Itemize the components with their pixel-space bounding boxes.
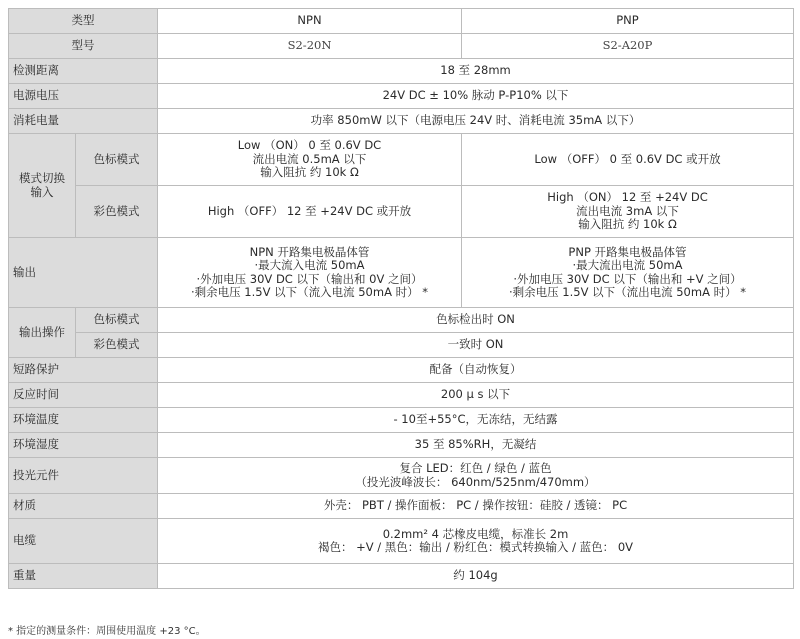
row-emitter [9, 458, 794, 494]
value-material: 外壳： PBT / 操作面板： PC / 操作按钮：硅胶 / 透镜： PC [158, 494, 794, 519]
row-distance [9, 59, 794, 84]
row-material [9, 494, 794, 519]
mode-input-mark-pnp: Low （OFF） 0 至 0.6V DC 或开放 [462, 134, 794, 186]
row-humidity [9, 433, 794, 458]
mode-input-mark-npn: Low （ON） 0 至 0.6V DC 流出电流 0.5mA 以下 输入阻抗 约 10k Ω [158, 134, 462, 186]
label-temp: 环境温度 [9, 408, 158, 433]
row-model [9, 34, 794, 59]
label-output-op: 输出操作 [9, 308, 76, 358]
value-response: 200 μ s 以下 [158, 383, 794, 408]
row-type [9, 9, 794, 34]
row-output [9, 238, 794, 308]
row-output-op-color [9, 333, 794, 358]
value-weight: 约 104g [158, 564, 794, 589]
row-weight [9, 564, 794, 589]
output-npn: NPN 开路集电极晶体管 ·最大流入电流 50mA ·外加电压 30V DC 以下（输出和 0V 之间） ·剩余电压 1.5V 以下（流入电流 50mA 时） * [158, 238, 462, 308]
label-voltage: 电源电压 [9, 84, 158, 109]
label-output: 输出 [9, 238, 158, 308]
spec-table-container [8, 8, 793, 589]
label-material: 材质 [9, 494, 158, 519]
output-pnp: PNP 开路集电极晶体管 ·最大流出电流 50mA ·外加电压 30V DC 以下（输出和 +V 之间） ·剩余电压 1.5V 以下（流出电流 50mA 时） * [462, 238, 794, 308]
label-type: 类型 [9, 9, 158, 34]
row-short [9, 358, 794, 383]
label-distance: 检测距离 [9, 59, 158, 84]
value-distance: 18 至 28mm [158, 59, 794, 84]
label-humidity: 环境湿度 [9, 433, 158, 458]
mode-input-color-npn: High （OFF） 12 至 +24V DC 或开放 [158, 186, 462, 238]
row-mode-input-mark [9, 134, 794, 186]
value-cable: 0.2mm² 4 芯橡皮电缆，标准长 2m 褐色： +V / 黑色：输出 / 粉红色：模式转换输入 / 蓝色： 0V [158, 519, 794, 564]
mode-input-color-pnp: High （ON） 12 至 +24V DC 流出电流 3mA 以下 输入阻抗 约 10k Ω [462, 186, 794, 238]
label-output-op-mark: 色标模式 [76, 308, 158, 333]
label-model: 型号 [9, 34, 158, 59]
row-output-op-mark [9, 308, 794, 333]
type-pnp: PNP [462, 9, 794, 34]
value-short: 配备（自动恢复） [158, 358, 794, 383]
row-response [9, 383, 794, 408]
row-power [9, 109, 794, 134]
label-mode-input-color: 彩色模式 [76, 186, 158, 238]
value-output-op-color: 一致时 ON [158, 333, 794, 358]
label-cable: 电缆 [9, 519, 158, 564]
label-weight: 重量 [9, 564, 158, 589]
value-power: 功率 850mW 以下（电源电压 24V 时、消耗电流 35mA 以下） [158, 109, 794, 134]
value-output-op-mark: 色标检出时 ON [158, 308, 794, 333]
label-power: 消耗电量 [9, 109, 158, 134]
row-temp [9, 408, 794, 433]
value-voltage: 24V DC ± 10% 脉动 P-P10% 以下 [158, 84, 794, 109]
label-output-op-color: 彩色模式 [76, 333, 158, 358]
row-mode-input-color [9, 186, 794, 238]
spec-table [8, 8, 794, 589]
label-mode-input-mark: 色标模式 [76, 134, 158, 186]
model-npn: S2-20N [158, 34, 462, 59]
label-mode-input: 模式切换 输入 [9, 134, 76, 238]
row-cable [9, 519, 794, 564]
value-emitter: 复合 LED：红色 / 绿色 / 蓝色 （投光波峰波长： 640nm/525nm/470mm） [158, 458, 794, 494]
value-humidity: 35 至 85%RH，无凝结 [158, 433, 794, 458]
value-temp: - 10至+55°C，无冻结，无结露 [158, 408, 794, 433]
label-emitter: 投光元件 [9, 458, 158, 494]
footnote: * 指定的测量条件：周围使用温度 +23 °C。 [8, 626, 206, 637]
label-response: 反应时间 [9, 383, 158, 408]
label-short: 短路保护 [9, 358, 158, 383]
type-npn: NPN [158, 9, 462, 34]
model-pnp: S2-A20P [462, 34, 794, 59]
row-voltage [9, 84, 794, 109]
